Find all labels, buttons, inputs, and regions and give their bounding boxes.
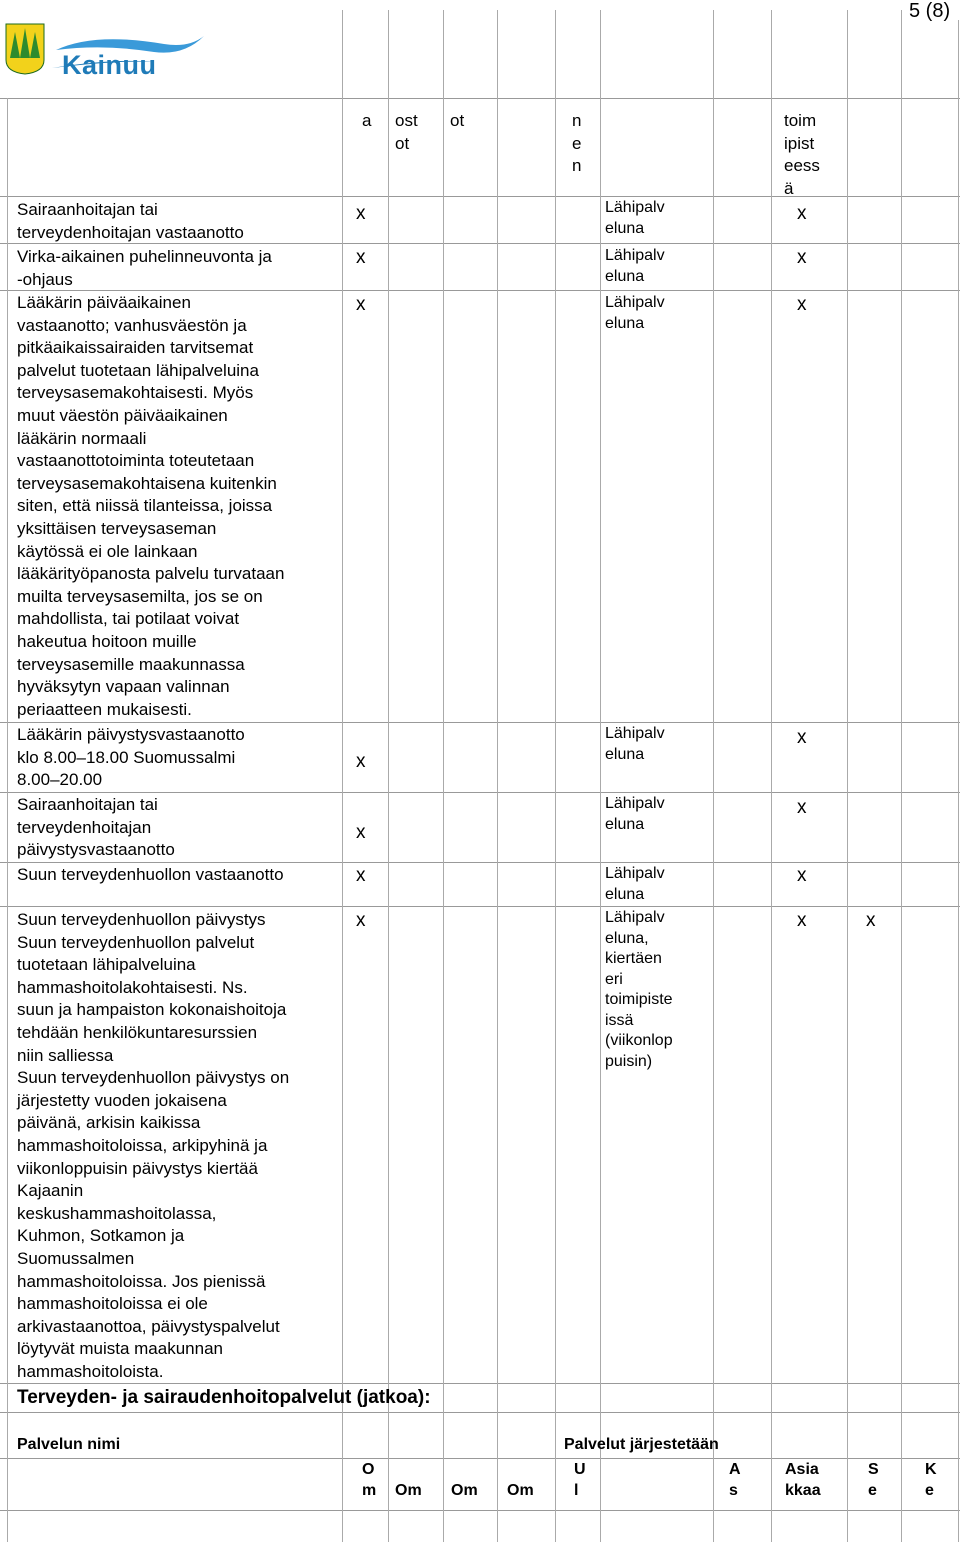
column-divider — [600, 10, 601, 1542]
section-title: Terveyden- ja sairaudenhoitopalvelut (jatkoa): — [17, 1387, 431, 1408]
column-header: S e — [868, 1461, 879, 1499]
service-name: Lääkärin päiväaikainen vastaanotto; vanhusväestön ja pitkäaikaissairaiden tarvitsemat palvelut tuotetaan lähipalveluina terveysasemakohtaisesti. Myös muut väestön päiväaikainen lääkärin normaali vastaanottotoiminta toteutetaan terveysasemakohtaisena kuitenkin siten, että niissä tilanteissa, joissa yksittäisen terveysaseman käytössä ei ole lainkaan lääkärityöpanosta palvelu turvataan muilta terveysasemilta, jos se on mahdollista, tai potilaat voivat hakeutua hoitoon muille terveysasemille maakunnassa hyväksytyn vapaan valinnan periaatteen mukaisesti. — [17, 293, 285, 719]
column-header: K e — [925, 1461, 937, 1499]
header-fragment: ost ot — [395, 111, 418, 153]
mark-x: x — [356, 751, 366, 772]
mark-x: x — [356, 294, 366, 315]
row-divider — [0, 792, 960, 793]
row-divider — [0, 1510, 960, 1511]
column-divider — [958, 20, 959, 1542]
column-header: Om — [395, 1482, 422, 1499]
column-divider — [497, 10, 498, 1542]
column-divider — [7, 98, 8, 1542]
row-divider — [0, 1458, 960, 1459]
column-header-service-name: Palvelun nimi — [17, 1436, 121, 1453]
mark-x: x — [356, 822, 366, 843]
logo-text: Kainuu — [62, 50, 157, 80]
header-fragment: toim ipist eess ä — [784, 111, 820, 198]
service-place: Lähipalv eluna — [605, 795, 665, 833]
mark-x: x — [356, 865, 366, 886]
service-name: Suun terveydenhuollon vastaanotto — [17, 865, 284, 884]
page-number: 5 (8) — [909, 0, 951, 22]
mark-x: x — [356, 910, 366, 931]
row-divider — [0, 906, 960, 907]
service-name: Sairaanhoitajan tai terveydenhoitajan vastaanotto — [17, 200, 244, 242]
row-divider — [0, 1412, 960, 1413]
header-fragment: ot — [450, 111, 465, 130]
column-divider — [443, 10, 444, 1542]
mark-x: x — [356, 247, 366, 268]
mark-x: x — [797, 203, 807, 224]
service-place: Lähipalv eluna — [605, 199, 665, 237]
service-name: Suun terveydenhuollon päivystys Suun terveydenhuollon palvelut tuotetaan lähipalveluina hammashoitolakohtaisesti. Ns. suun ja hampaiston kokonaishoitoja tehdään henkilökuntaresurssien niin salliessa Suun terveydenhuollon päivystys on järjestetty vuoden jokaisena päivänä, arkisin kaikissa hammashoitoloissa, arkipyhinä ja viikonloppuisin päivystys kiertää Kajaanin keskushammashoitolassa, Kuhmon, Sotkamon ja Suomussalmen hammashoitoloissa. Jos pienissä hammashoitoloissa ei ole arkivastaanottoa, päivystyspalvelut löytyvät muista maakunnan hammashoitoloista. — [17, 910, 290, 1381]
column-divider — [713, 10, 714, 1542]
mark-x: x — [797, 865, 807, 886]
row-divider — [0, 722, 960, 723]
column-divider — [771, 10, 772, 1542]
service-place: Lähipalv eluna — [605, 725, 665, 763]
column-divider — [555, 10, 556, 1542]
mark-x: x — [356, 203, 366, 224]
column-header: Asia kkaa — [785, 1461, 821, 1499]
service-name: Lääkärin päivystysvastaanotto klo 8.00–18.00 Suomussalmi 8.00–20.00 — [17, 725, 245, 790]
row-divider — [0, 862, 960, 863]
column-header: Om — [507, 1482, 534, 1499]
column-header: Om — [451, 1482, 478, 1499]
service-place: Lähipalv eluna, kiertäen eri toimipiste issä (viikonlop puisin) — [605, 909, 673, 1070]
column-header: A s — [729, 1461, 741, 1499]
mark-x: x — [797, 294, 807, 315]
column-divider — [847, 10, 848, 1542]
column-header: O m — [362, 1461, 377, 1499]
header-fragment: n e n — [572, 111, 582, 176]
service-name: Sairaanhoitajan tai terveydenhoitajan päivystysvastaanotto — [17, 795, 175, 860]
table-top-border — [0, 98, 960, 99]
column-header: U l — [574, 1461, 586, 1499]
service-place: Lähipalv eluna — [605, 247, 665, 285]
mark-x: x — [797, 797, 807, 818]
column-divider — [388, 10, 389, 1542]
service-place: Lähipalv eluna — [605, 294, 665, 332]
column-header-arranged-by: Palvelut järjestetään — [564, 1436, 719, 1453]
mark-x: x — [797, 727, 807, 748]
mark-x: x — [797, 910, 807, 931]
service-place: Lähipalv eluna — [605, 865, 665, 903]
header-fragment: a — [362, 111, 372, 130]
column-divider — [901, 10, 902, 1542]
mark-x: x — [797, 247, 807, 268]
kainuu-logo — [4, 22, 214, 102]
service-name: Virka-aikainen puhelinneuvonta ja -ohjaus — [17, 247, 272, 289]
mark-x: x — [866, 910, 876, 931]
column-divider — [342, 10, 343, 1542]
